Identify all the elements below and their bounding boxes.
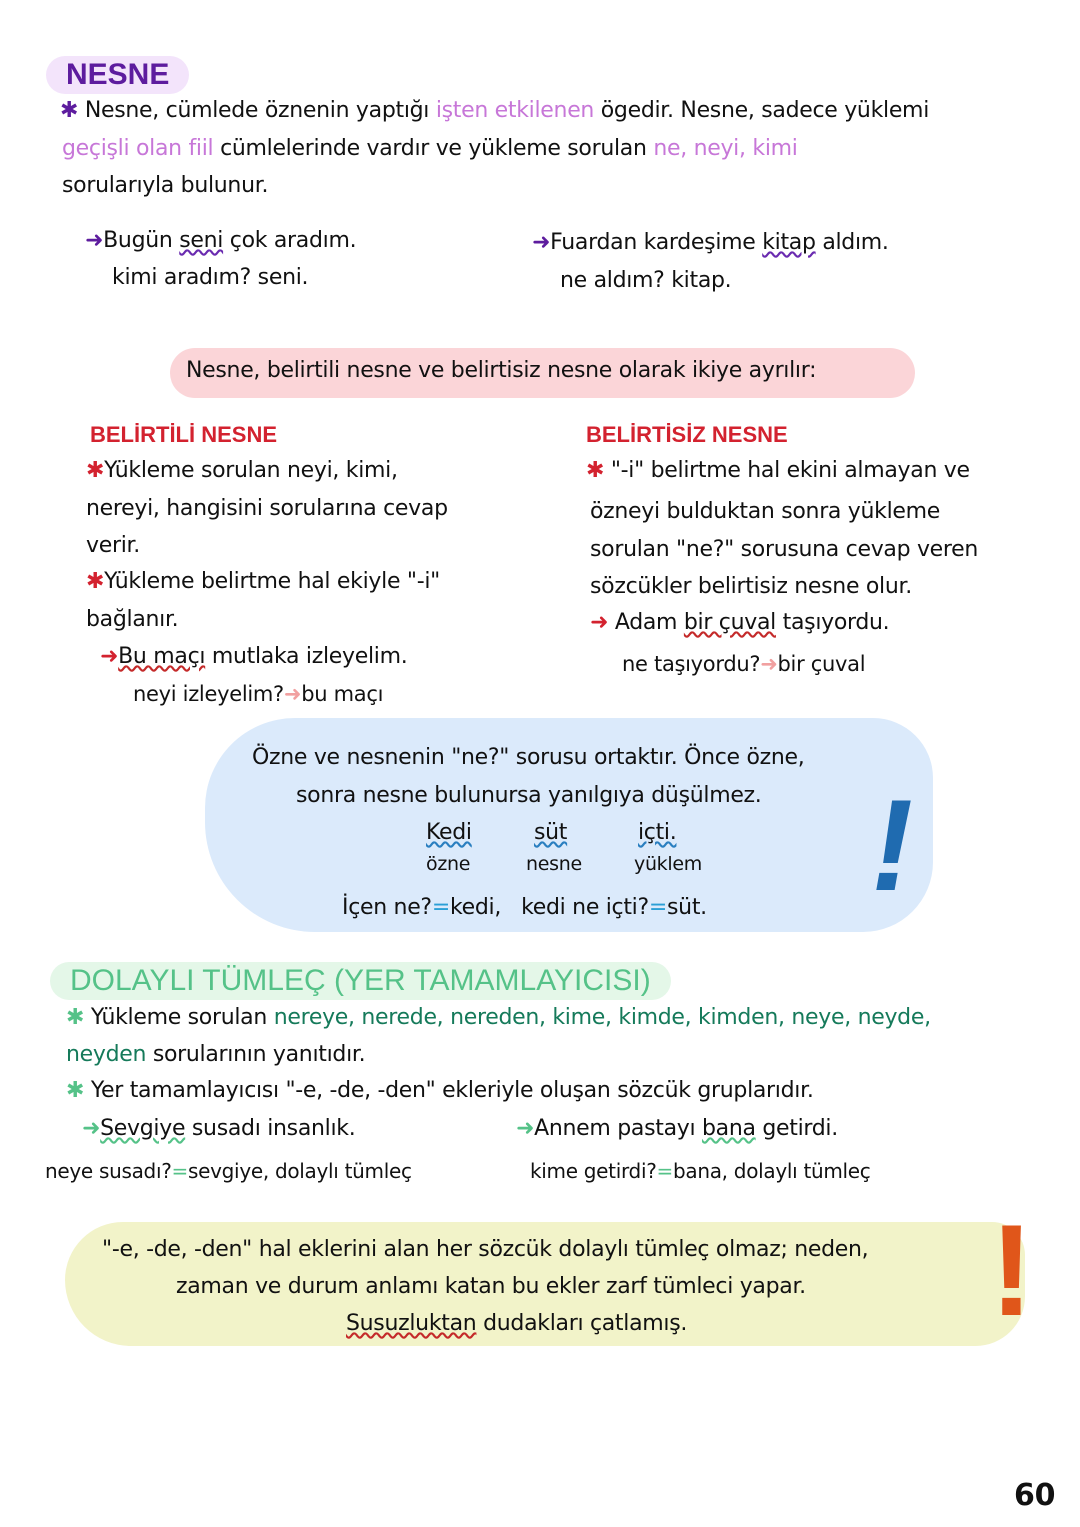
note1-line2: sonra nesne bulunursa yanılgıya düşülmez.	[296, 783, 762, 808]
page-number: 60	[1014, 1478, 1056, 1513]
role-ozne: özne	[426, 853, 471, 875]
example-1-question: kimi aradım? seni.	[112, 265, 309, 290]
belirtisiz-example: ➜ Adam bir çuval taşıyordu.	[590, 610, 890, 635]
dolayli-example-2: ➜Annem pastayı bana getirdi.	[516, 1116, 838, 1141]
example-1: ➜Bugün seni çok aradım.	[85, 228, 357, 253]
word-icti: içti.	[638, 820, 677, 845]
nesne-definition-line3: sorularıyla bulunur.	[62, 173, 269, 198]
belirtili-line: ✱Yükleme belirtme hal ekiyle "-i"	[86, 569, 440, 594]
note2-line1: "-e, -de, -den" hal eklerini alan her sözcük dolaylı tümleç olmaz; neden,	[102, 1237, 869, 1262]
nesne-definition-line2: geçişli olan fiil cümlelerinde vardır ve yükleme sorulan ne, neyi, kimi	[62, 136, 798, 161]
dolayli-line3: ✱ Yer tamamlayıcısı "-e, -de, -den" ekleriyle oluşan sözcük gruplarıdır.	[66, 1078, 814, 1103]
note1-answer-line: İçen ne?=kedi, kedi ne içti?=süt.	[342, 895, 707, 920]
note1-line1: Özne ve nesnenin "ne?" sorusu ortaktır. Önce özne,	[252, 745, 805, 770]
belirtili-example-question: neyi izleyelim?➜bu maçı	[133, 682, 384, 706]
section-title-dolayli-tumlec: DOLAYLI TÜMLEÇ (YER TAMAMLAYICISI)	[50, 962, 671, 1000]
belirtili-line: nereyi, hangisini sorularına cevap	[86, 496, 448, 521]
belirtili-line: bağlanır.	[86, 607, 179, 632]
belirtisiz-nesne-title: BELİRTİSİZ NESNE	[586, 422, 788, 447]
role-yuklem: yüklem	[634, 853, 702, 875]
belirtisiz-line: ✱ "-i" belirtme hal ekini almayan ve	[586, 458, 970, 483]
dolayli-line2: neyden sorularının yanıtıdır.	[66, 1042, 366, 1067]
exclamation-icon: !	[859, 772, 929, 918]
example-2: ➜Fuardan kardeşime kitap aldım.	[532, 230, 889, 255]
example-2-question: ne aldım? kitap.	[560, 268, 732, 293]
note2-line2: zaman ve durum anlamı katan bu ekler zarf tümleci yapar.	[176, 1274, 806, 1299]
dolayli-example-1-question: neye susadı?=sevgiye, dolaylı tümleç	[45, 1159, 412, 1183]
belirtili-line: verir.	[86, 533, 140, 558]
note2-example: Susuzluktan dudakları çatlamış.	[346, 1311, 688, 1336]
belirtisiz-line: özneyi bulduktan sonra yükleme	[590, 499, 941, 524]
belirtisiz-example-question: ne taşıyordu?➜bir çuval	[622, 652, 866, 676]
word-kedi: Kedi	[426, 820, 472, 845]
belirtili-line: ✱Yükleme sorulan neyi, kimi,	[86, 458, 398, 483]
role-nesne: nesne	[526, 853, 582, 875]
dolayli-example-2-question: kime getirdi?=bana, dolaylı tümleç	[530, 1159, 871, 1183]
exclamation-icon: !	[990, 1197, 1034, 1343]
belirtili-example: ➜Bu maçı mutlaka izleyelim.	[100, 644, 408, 669]
word-sut: süt	[534, 820, 568, 845]
dolayli-example-1: ➜Sevgiye susadı insanlık.	[82, 1116, 356, 1141]
belirtisiz-line: sorulan "ne?" sorusuna cevap veren	[590, 537, 979, 562]
belirtisiz-line: sözcükler belirtisiz nesne olur.	[590, 574, 912, 599]
dolayli-line1: ✱ Yükleme sorulan nereye, nerede, nereden, kime, kimde, kimden, neye, neyde,	[66, 1005, 931, 1030]
nesne-definition-line1: ✱ Nesne, cümlede öznenin yaptığı işten etkilenen ögedir. Nesne, sadece yüklemi	[60, 98, 930, 123]
nesne-types-statement: Nesne, belirtili nesne ve belirtisiz nesne olarak ikiye ayrılır:	[186, 358, 817, 383]
section-title-nesne: NESNE	[46, 56, 189, 94]
belirtili-nesne-title: BELİRTİLİ NESNE	[90, 422, 278, 447]
